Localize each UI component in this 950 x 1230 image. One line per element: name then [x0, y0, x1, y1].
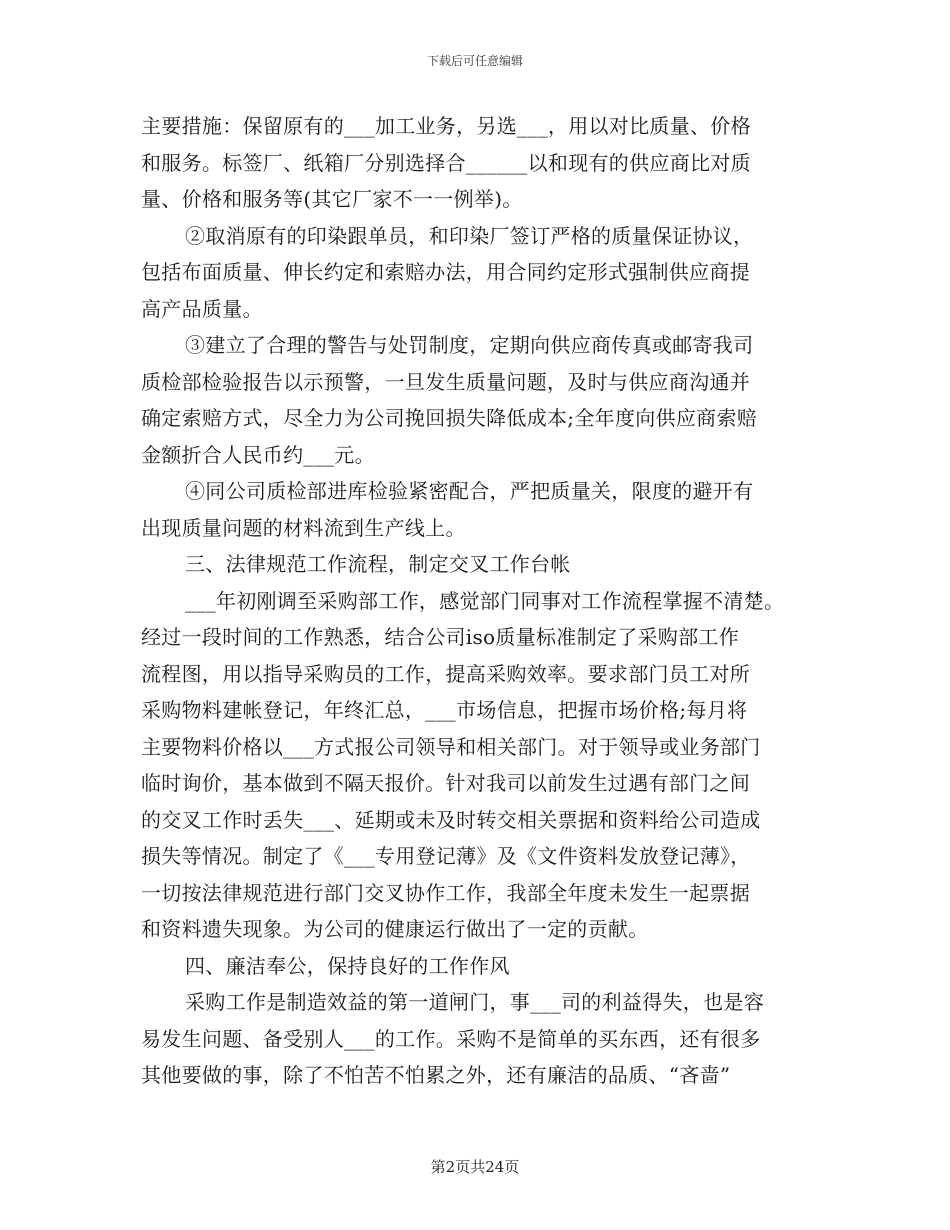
text-line: 采购工作是制造效益的第一道闸门，事___司的利益得失，也是容 [185, 990, 764, 1014]
text-line: 的交叉工作时丢失___、延期或未及时转交相关票据和资料给公司造成 [141, 807, 761, 832]
text-line: 易发生问题、备受别人___的工作。采购不是简单的买东西，还有很多 [141, 1026, 761, 1051]
text-line: ④同公司质检部进库检验紧密配合，严把质量关，限度的避开有 [185, 479, 754, 503]
text-line: 主要物料价格以___方式报公司领导和相关部门。对于领导或业务部门 [141, 734, 761, 759]
page-footer: 第2页共24页 [430, 1158, 520, 1176]
text-line: 金额折合人民币约___元。 [141, 442, 375, 467]
text-line: 临时询价，基本做到不隔天报价。针对我司以前发生过遇有部门之间 [141, 771, 750, 795]
text-line: 其他要做的事，除了不怕苦不怕累之外，还有廉洁的品质、“吝啬” [141, 1063, 731, 1087]
text-line: 四、廉洁奉公，保持良好的工作作风 [185, 953, 510, 978]
text-line: 包括布面质量、伸长约定和索赔办法，用合同约定形式强制供应商提 [141, 260, 750, 284]
text-line: 质检部检验报告以示预警，一旦发生质量问题，及时与供应商沟通并 [141, 369, 750, 394]
text-line: 主要措施：保留原有的___加工业务，另选___，用以对比质量、价格 [141, 114, 751, 138]
text-line: 一切按法律规范进行部门交叉协作工作，我部全年度未发生一起票据 [141, 880, 750, 905]
text-line: 三、法律规范工作流程，制定交叉工作台帐 [185, 552, 571, 576]
text-line: ___年初刚调至采购部工作，感觉部门同事对工作流程掌握不清楚。 [185, 588, 785, 613]
text-line: 确定索赔方式，尽全力为公司挽回损失降低成本;全年度向供应商索赔 [141, 406, 758, 430]
text-line: 采购物料建帐登记，年终汇总，___市场信息，把握市场价格;每月将 [141, 698, 748, 722]
text-line: 高产品质量。 [141, 296, 263, 321]
text-line: ②取消原有的印染跟单员，和印染厂签订严格的质量保证协议， [185, 223, 754, 248]
text-line: 和服务。标签厂、纸箱厂分别选择合______以和现有的供应商比对质 [141, 150, 751, 175]
text-line: 经过一段时间的工作熟悉，结合公司iso质量标准制定了采购部工作 [141, 625, 740, 649]
document-body [141, 108, 841, 1094]
text-line: 流程图，用以指导采购员的工作，提高采购效率。要求部门员工对所 [141, 661, 750, 686]
page-header: 下载后可任意编辑 [426, 54, 523, 68]
text-line: 损失等情况。制定了《___专用登记薄》及《文件资料发放登记薄》， [141, 844, 751, 868]
text-line: 和资料遗失现象。为公司的健康运行做出了一定的贡献。 [141, 917, 649, 941]
text-line: 量、价格和服务等(其它厂家不一一例举)。 [141, 187, 523, 211]
text-line: ③建立了合理的警告与处罚制度，定期向供应商传真或邮寄我司 [185, 333, 754, 357]
text-line: 出现质量问题的材料流到生产线上。 [141, 515, 466, 540]
